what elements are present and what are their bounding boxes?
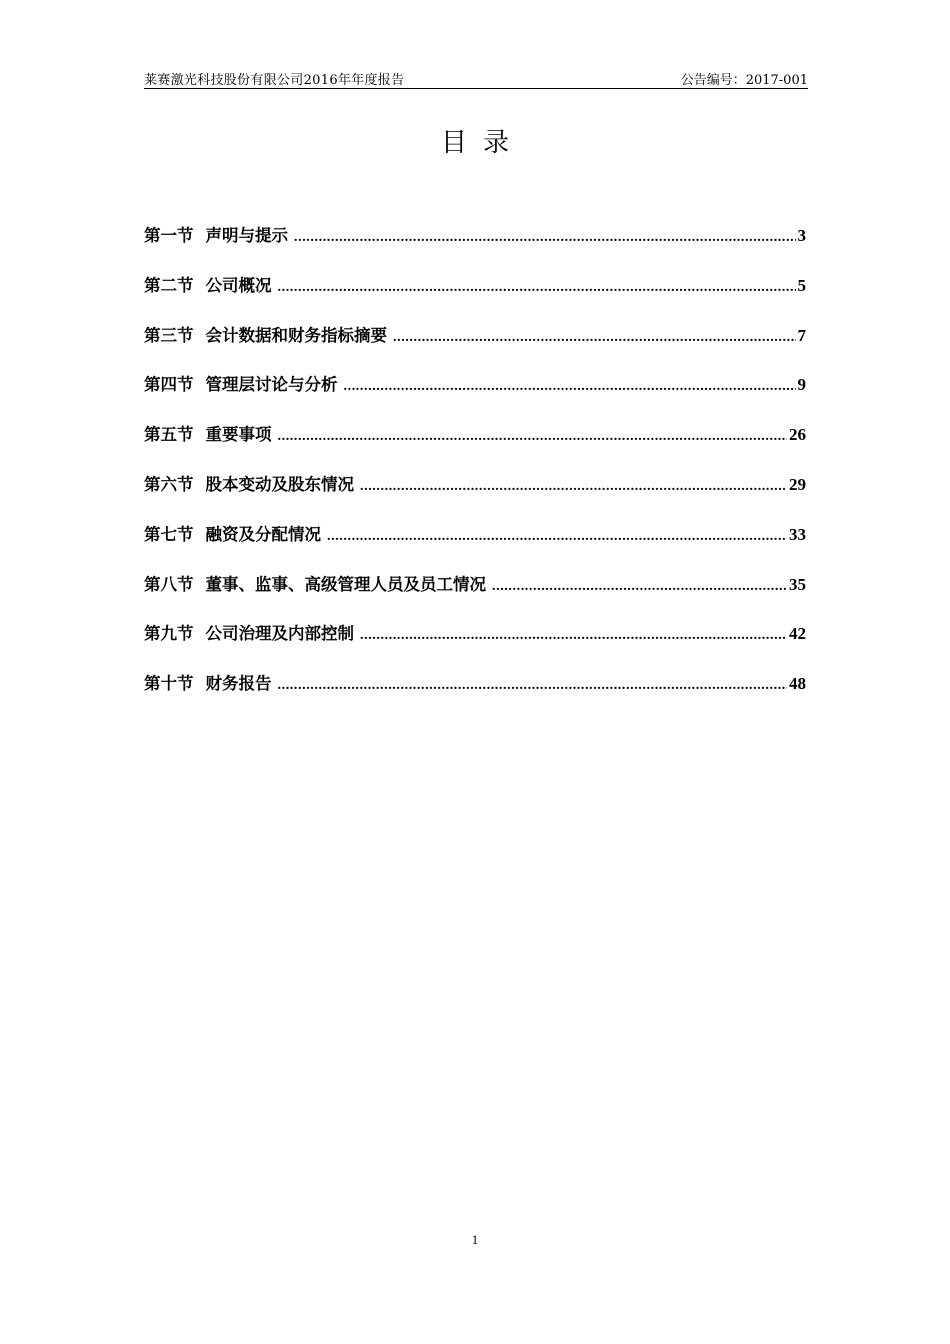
toc-leader-dots <box>360 479 787 495</box>
toc-entry-9[interactable] <box>144 620 806 670</box>
toc-entry-2[interactable] <box>144 272 806 322</box>
toc-entry-3[interactable] <box>144 322 806 372</box>
toc-entry-8[interactable] <box>144 571 806 621</box>
toc-page-number: 26 <box>789 425 806 445</box>
toc-section-name: 声明与提示 <box>205 226 288 245</box>
toc-entry-6[interactable] <box>144 471 806 521</box>
toc-leader-dots <box>344 379 796 395</box>
toc-page-number: 29 <box>789 474 806 494</box>
toc-section-name: 管理层讨论与分析 <box>205 375 338 395</box>
toc-section-name: 董事、监事、高级管理人员及员工情况 <box>205 574 486 594</box>
page-number: 1 <box>471 1232 479 1247</box>
toc-section-name: 股本变动及股东情况 <box>205 474 354 494</box>
toc-leader-dots <box>278 280 796 296</box>
toc-leader-dots <box>278 429 788 445</box>
header-report-title: 莱赛激光科技股份有限公司2016年年度报告 <box>144 73 405 88</box>
toc-section-number: 第一节 <box>144 226 194 245</box>
toc-section-name: 财务报告 <box>205 674 272 694</box>
toc-page-number: 5 <box>797 275 806 295</box>
toc-section-number: 第六节 <box>144 474 194 494</box>
toc-section-number: 第二节 <box>144 275 194 295</box>
toc-page-number: 33 <box>789 524 806 544</box>
toc-section-name: 会计数据和财务指标摘要 <box>205 325 387 345</box>
toc-page-number: 9 <box>797 375 806 395</box>
toc-entry-4[interactable] <box>144 371 806 421</box>
toc-leader-dots <box>360 628 787 644</box>
toc-section-name: 公司概况 <box>205 275 272 295</box>
toc-page-number: 42 <box>789 624 806 644</box>
toc-entry-10[interactable] <box>144 670 806 720</box>
toc-section-number: 第八节 <box>144 574 194 594</box>
toc-leader-dots <box>492 579 787 595</box>
toc-section-number: 第五节 <box>144 425 194 445</box>
toc-section-name: 重要事项 <box>205 425 272 445</box>
toc-section-number: 第三节 <box>144 325 194 345</box>
toc-leader-dots <box>327 529 787 545</box>
table-of-contents <box>144 222 806 720</box>
toc-leader-dots <box>294 230 796 246</box>
toc-section-number: 第七节 <box>144 524 194 544</box>
toc-page-number: 3 <box>797 226 806 245</box>
toc-section-number: 第十节 <box>144 674 194 694</box>
toc-page-number: 35 <box>789 574 806 594</box>
toc-page-number: 48 <box>789 674 806 694</box>
page-header <box>144 66 808 89</box>
toc-leader-dots <box>393 330 796 346</box>
toc-entry-1[interactable] <box>144 222 806 272</box>
toc-section-name: 融资及分配情况 <box>205 524 321 544</box>
toc-section-name: 公司治理及内部控制 <box>205 624 354 644</box>
toc-entry-7[interactable] <box>144 521 806 571</box>
toc-page-number: 7 <box>797 325 806 345</box>
toc-leader-dots <box>278 678 788 694</box>
page-title: 目录 <box>440 128 525 158</box>
toc-section-number: 第四节 <box>144 375 194 395</box>
toc-section-number: 第九节 <box>144 624 194 644</box>
toc-entry-5[interactable] <box>144 421 806 471</box>
header-announcement-number: 公告编号：2017-001 <box>680 73 808 88</box>
